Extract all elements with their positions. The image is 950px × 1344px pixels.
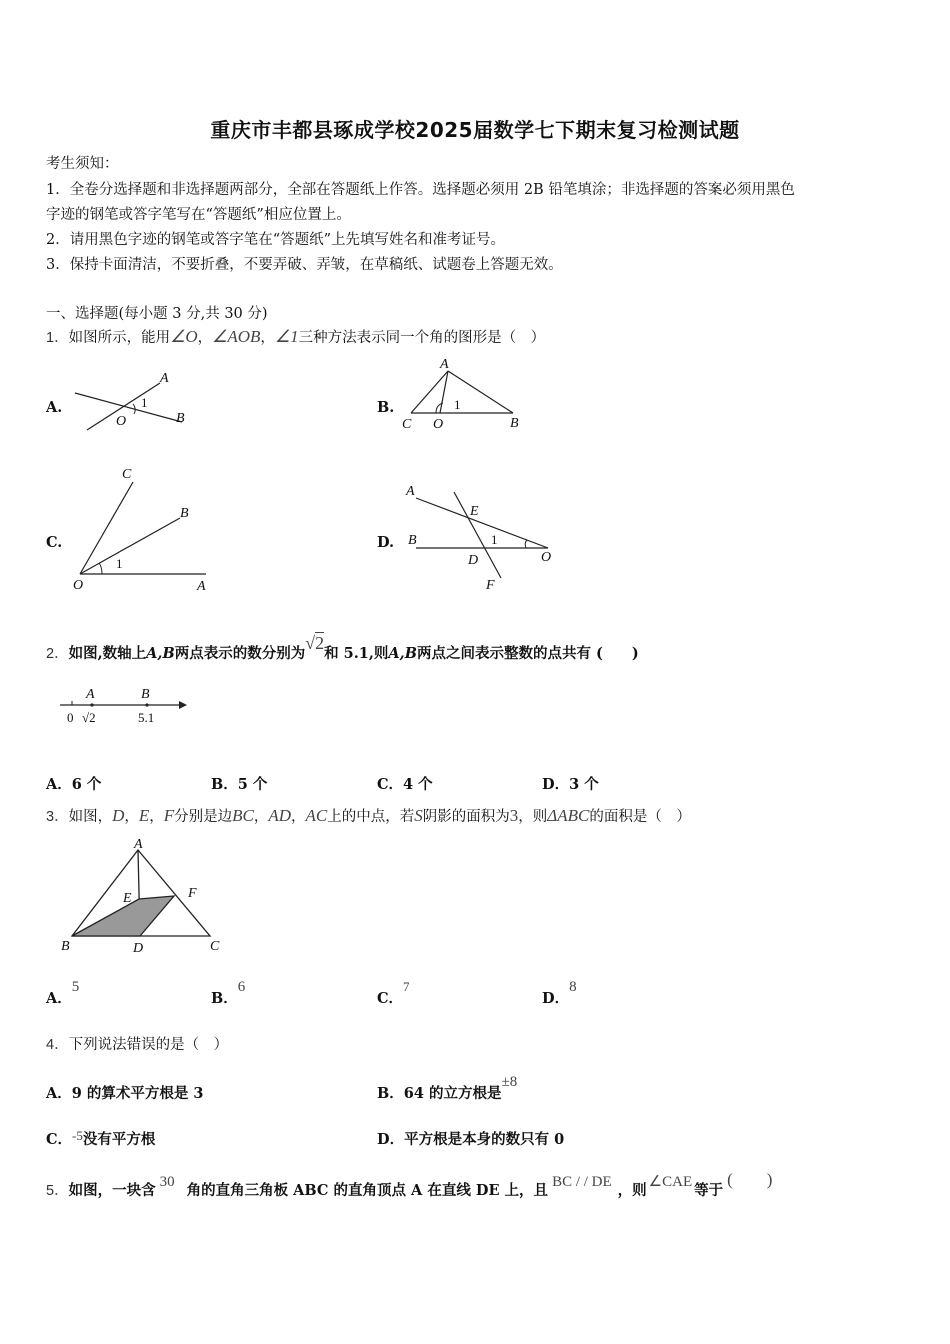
q4-option-d: D．平方根是本身的数只有 0 [377,1131,565,1148]
notice-item-1-cont: 字迹的钢笔或答字笔写在“答题纸”相应位置上。 [46,207,351,223]
label-a: A [86,687,95,702]
label-b: B [176,411,185,426]
separator: ， [124,809,139,825]
q2-text-c: 和 5.1,则 [324,645,389,662]
separator: ， [291,809,306,825]
option-label: A． [46,990,72,1007]
option-b-label: B. [377,399,395,416]
math-minus-5: -5 [72,1128,83,1143]
label-b: B [510,416,519,431]
label-d: D [133,941,144,956]
q2-text: 如图,数轴上 [68,645,147,662]
label-1: 1 [141,395,148,410]
label-a: A [134,837,143,852]
q3-option-a [46,979,80,1008]
separator: ， [253,809,269,825]
q3-option-d [542,979,577,1008]
q3-text: 如图， [68,809,113,825]
question-number: 1． [46,330,69,346]
sqrt-symbol: √ [305,633,316,653]
separator: ， [260,330,275,346]
separator: ， [197,330,213,346]
math-3: 3 [509,806,519,825]
q2-text-b: 两点表示的数分别为 [174,645,306,662]
q3-text-f: 的面积是（ ） [589,809,691,825]
q5-text-c: ，则 [617,1182,647,1199]
label-o: O [116,414,127,429]
notice-item-1: 1．全卷分选择题和非选择题两部分，全部在答题纸上作答。选择题必须用 2B 铅笔填涂；非选择题的答案必须用黑色 [46,182,795,198]
label-a: A [440,357,449,372]
q4-option-b [377,1074,518,1103]
label-e: E [470,504,479,519]
q5-text: 如图，一块含 [68,1182,156,1199]
math-angle-o: ∠O [170,327,198,346]
answer-blank: ( ) [727,1170,773,1189]
math-angle-cae: ∠CAE [648,1174,693,1190]
label-a: A [406,484,415,499]
math-30: 30 [159,1174,175,1190]
label-a: A [160,371,169,386]
figure-q1-a [70,366,200,436]
q1-text: 如图所示，能用 [68,330,171,346]
figure-q2-number-line [55,684,195,729]
notice-heading: 考生须知： [46,156,119,172]
label-b: B [141,687,150,702]
q3-option-b [211,979,246,1008]
label-f: F [188,886,197,901]
question-1 [46,326,545,347]
option-c-label: C. [46,534,63,551]
math-parallel: BC / / DE [552,1174,612,1190]
page-title: 重庆市丰都县琢成学校2025届数学七下期末复习检测试题 [210,118,740,142]
q3-text-e: ，则 [518,809,548,825]
q2-option-a: A．6 个 [46,776,102,793]
math-s: S [414,806,423,825]
question-number: 4． [46,1037,69,1053]
q4-option-a: A．9 的算术平方根是 3 [46,1085,204,1102]
label-e: E [123,891,132,906]
label-a: A [197,579,206,594]
option-value: 5 [71,979,80,995]
question-number: 5． [46,1183,69,1199]
label-o: O [433,417,444,432]
label-d: D [468,553,479,568]
label-o: O [73,578,84,593]
label-c: C [122,467,132,482]
section-heading: 一、选择题(每小题 3 分,共 30 分) [46,306,268,322]
q2-text-d: 两点之间表示整数的点共有 ( ) [416,645,639,662]
math-triangle-abc: ΔABC [547,806,590,825]
q5-text-d: 等于 [694,1182,724,1199]
q3-text-c: 上的中点，若 [327,809,415,825]
notice-item-3: 3．保持卡面清洁，不要折叠，不要弄破、弄皱，在草稿纸、试题卷上答题无效。 [46,257,563,273]
option-label: C． [46,1131,73,1148]
option-value: 8 [569,979,577,995]
q3-text-d: 阴影的面积为 [422,809,510,825]
q2-points: A,B [388,645,417,662]
question-number: 3． [46,809,69,825]
figure-q3-triangle [58,836,228,958]
q2-option-d: D．3 个 [542,776,599,793]
figure-q1-d [398,478,563,596]
q2-option-c: C．4 个 [377,776,433,793]
label-b: B [61,939,70,954]
label-b: B [408,533,417,548]
q5-text-b: 角的直角三角板 ABC 的直角顶点 A 在直线 DE 上，且 [186,1182,549,1199]
math-sqrt-2 [305,633,324,653]
math-ad: AD [268,806,292,825]
label-f: F [486,578,495,593]
question-number: 2． [46,646,69,662]
notice-item-2: 2．请用黑色字迹的钢笔或答字笔在“答题纸”上先填写姓名和准考证号。 [46,232,506,248]
figure-q1-b [398,354,528,434]
option-value: 7 [403,979,410,994]
q3-option-c [377,979,410,1008]
option-a-label: A. [46,399,63,416]
question-2 [46,633,639,663]
label-1: 1 [491,532,498,547]
option-text: 没有平方根 [82,1131,156,1148]
label-sqrt2: √2 [82,710,96,725]
question-5 [46,1170,773,1200]
sqrt-value: 2 [315,633,325,653]
math-angle-aob: ∠AOB [212,327,261,346]
q4-option-c [46,1128,155,1149]
math-e: E [138,806,150,825]
label-1: 1 [454,397,461,412]
option-label: C． [377,990,404,1007]
question-4 [46,1033,228,1054]
math-ac: AC [305,806,328,825]
label-o: O [541,550,552,565]
question-3 [46,805,691,826]
option-label: D． [542,990,570,1007]
label-c: C [402,417,412,432]
math-plus-minus-8: ±8 [501,1074,518,1090]
label-c: C [210,939,220,954]
q4-text: 下列说法错误的是（ ） [68,1037,229,1053]
q2-points: A,B [146,645,175,662]
label-b: B [180,506,189,521]
option-value: 6 [237,979,246,995]
figure-q1-c [70,460,220,595]
label-1: 1 [116,556,123,571]
option-d-label: D. [377,534,395,551]
math-bc: BC [232,806,254,825]
option-text: B．64 的立方根是 [377,1085,502,1102]
option-label: B． [211,990,238,1007]
math-d: D [112,806,125,825]
q2-option-b: B．5 个 [211,776,268,793]
label-zero: 0 [67,710,74,725]
separator: ， [149,809,164,825]
q1-text-end: 三种方法表示同一个角的图形是（ ） [298,330,546,346]
label-5-1: 5.1 [138,710,155,725]
math-f: F [163,806,175,825]
math-angle-1: ∠1 [274,327,299,346]
q3-text-b: 分别是边 [174,809,233,825]
